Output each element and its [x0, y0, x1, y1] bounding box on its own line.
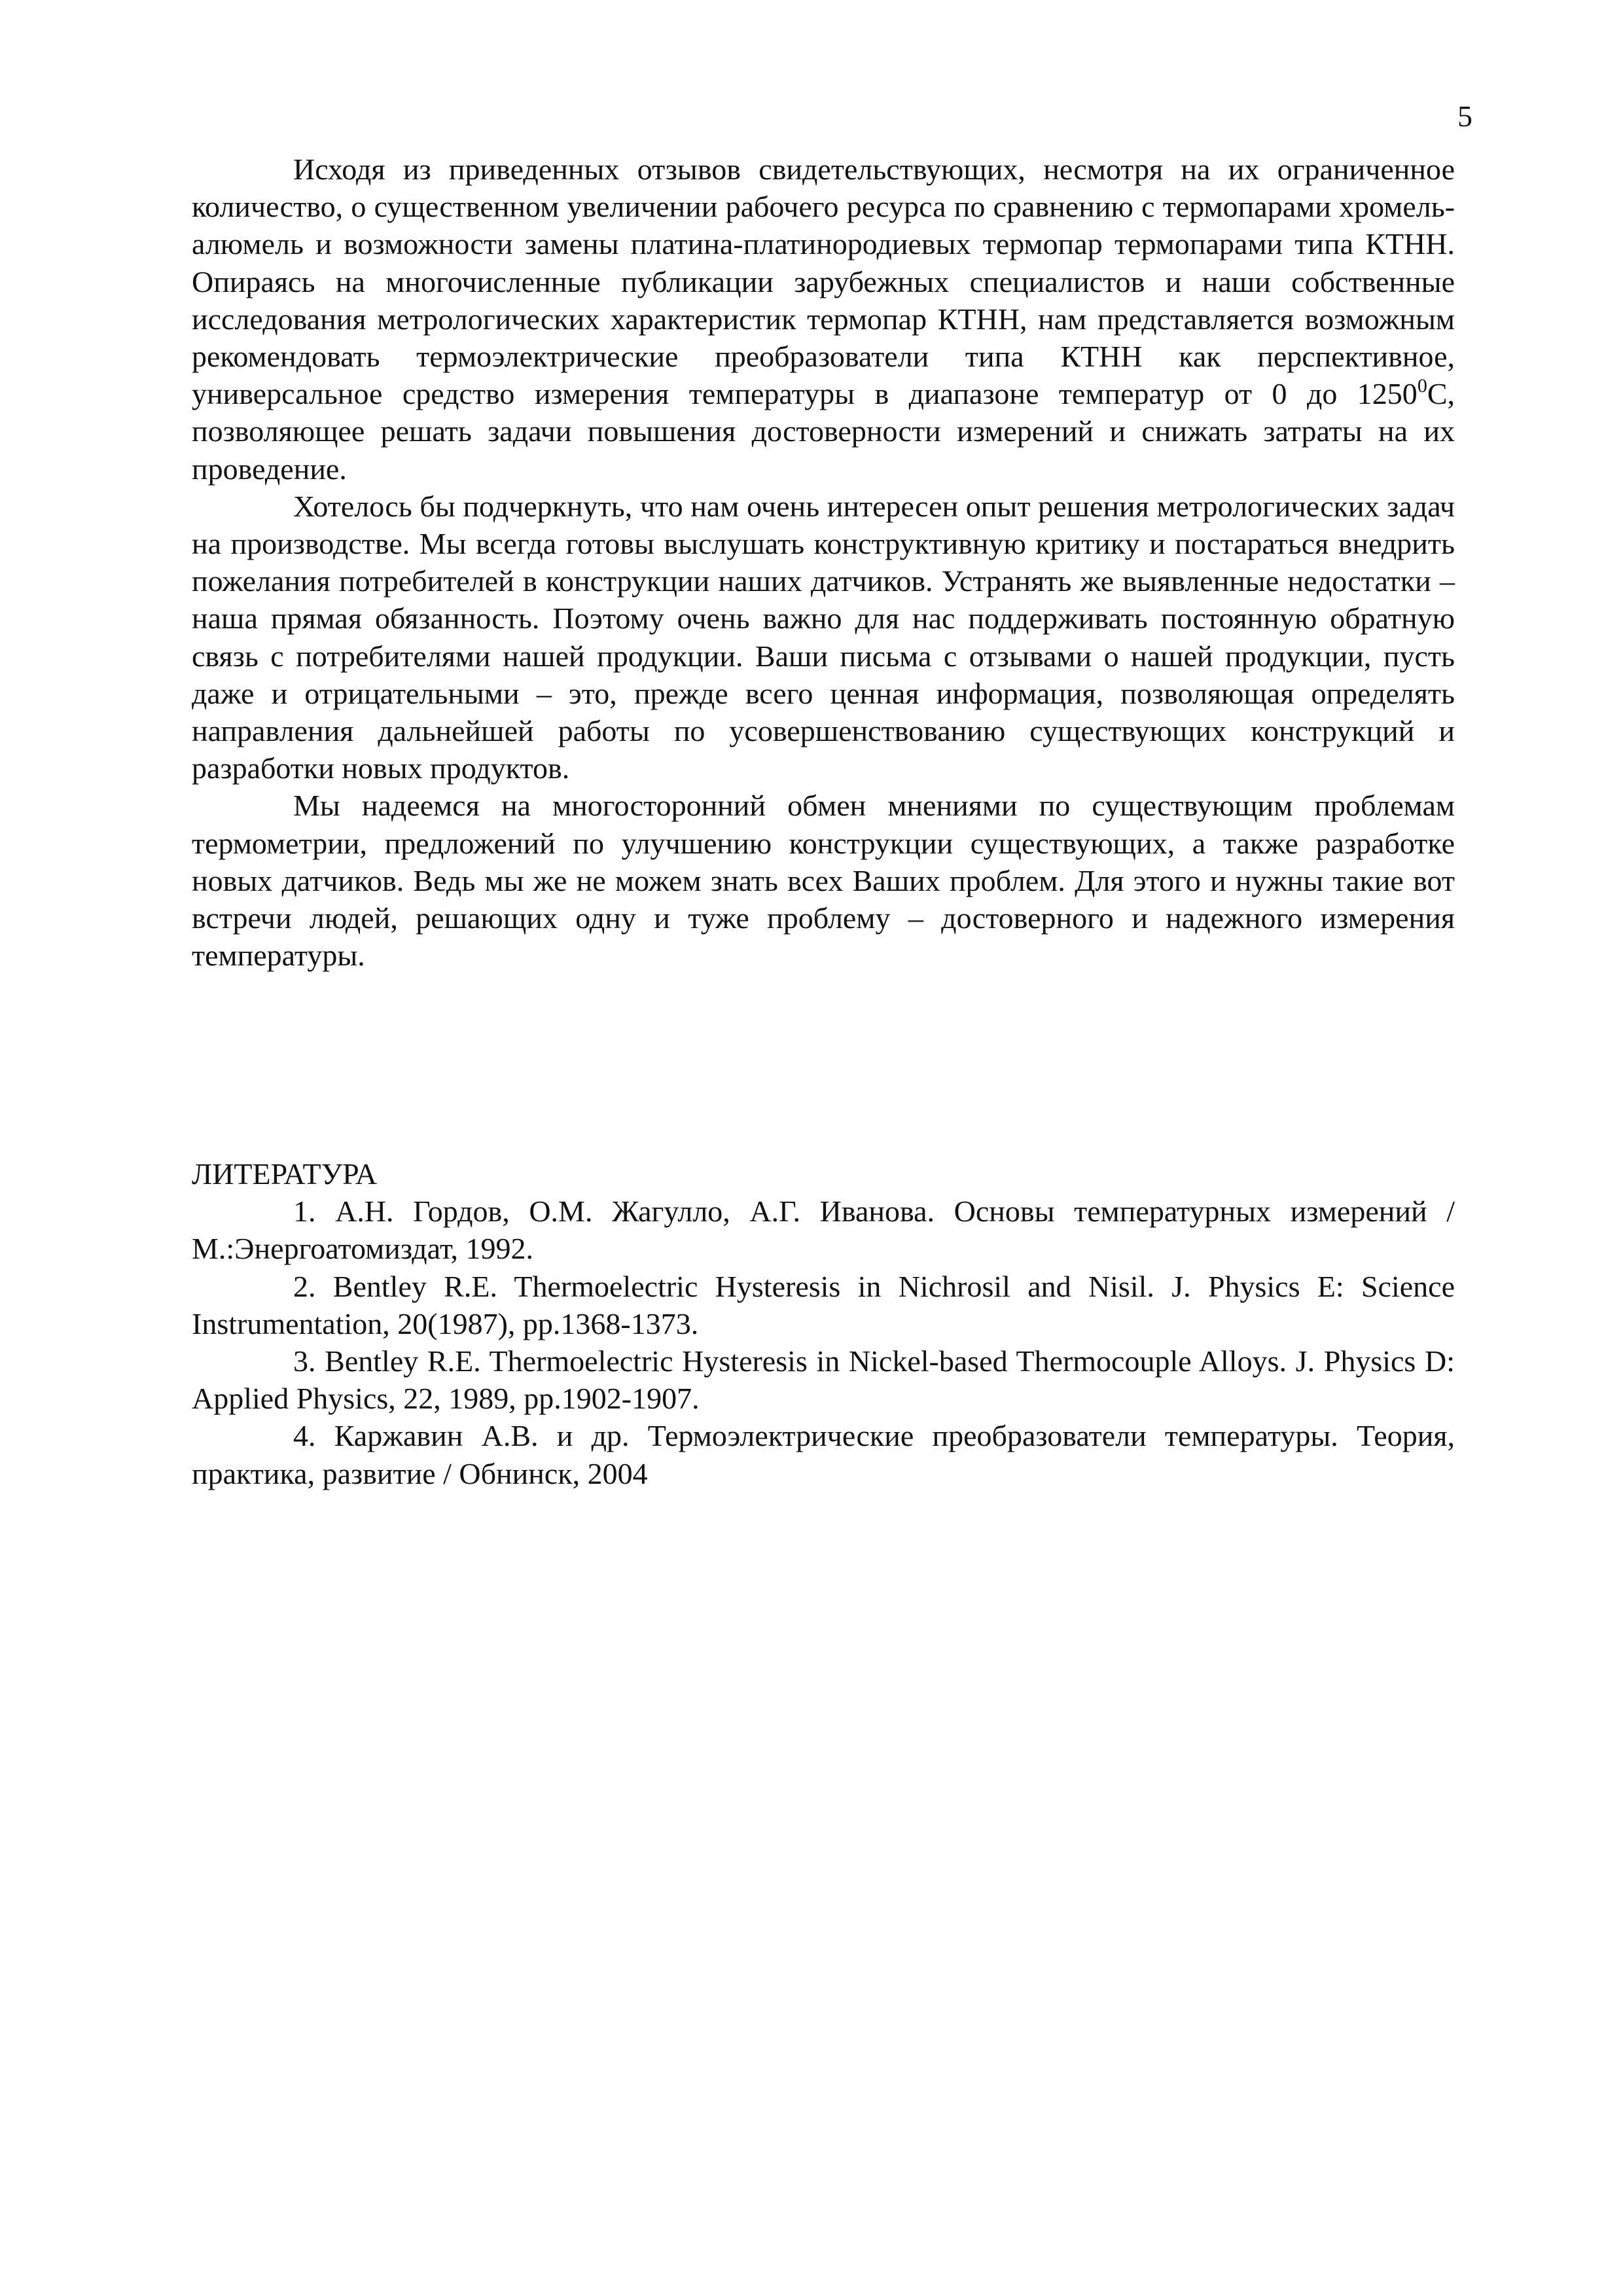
- reference-item: 3. Bentley R.E. Thermoelectric Hysteresis in Nickel-based Thermocouple Alloys. J. Physics D: Applied Physics, 22, 1989, pp.1902-1907.: [192, 1344, 1455, 1416]
- page-number: 5: [1457, 99, 1472, 133]
- paragraph-conclusion-text-end: С, позволяющее решать задачи повышения достоверности измерений и снижать затраты на их проведение.: [192, 377, 1455, 486]
- paragraph-conclusion-text: Исходя из приведенных отзывов свидетельствующих, несмотря на их ограниченное количество, о существенном увеличении рабочего ресурса по сравнению с термопарами хромель- алюмель и возможности замены платина-платинородиевых термопар термопарами типа КТНН. Опираясь на многочисленные публикации зарубежных специалистов и наши собственные исследования метрологических характеристик термопар КТНН, нам представляется возможным рекомендовать термоэлектрические преобразователи типа КТНН как перспективное, универсальное средство измерения температуры в диапазоне температур от 0 до 1250: [192, 152, 1455, 411]
- degree-superscript: 0: [1417, 374, 1427, 397]
- literature-section: [192, 1155, 1455, 1492]
- paragraph-exchange: Мы надеемся на многосторонний обмен мнениями по существующим проблемам термометрии, предложений по улучшению конструкции существующих, а также разработке новых датчиков. Ведь мы же не можем знать всех Ваших проблем. Для этого и нужны такие вот встречи людей, решающих одну и туже проблему – достоверного и надежного измерения температуры.: [192, 789, 1455, 973]
- paragraph-conclusion: [192, 151, 1455, 488]
- reference-item: 1. А.Н. Гордов, О.М. Жагулло, А.Г. Иванова. Основы температурных измерений / М.:Энергоатомиздат, 1992.: [192, 1194, 1455, 1266]
- literature-heading: ЛИТЕРАТУРА: [192, 1157, 378, 1191]
- reference-item: 2. Bentley R.E. Thermoelectric Hysteresis in Nichrosil and Nisil. J. Physics E: Science Instrumentation, 20(1987), pp.1368-1373.: [192, 1269, 1455, 1340]
- body-text: [192, 151, 1455, 974]
- paragraph-feedback: Хотелось бы подчеркнуть, что нам очень интересен опыт решения метрологических задач на производстве. Мы всегда готовы выслушать конструктивную критику и постараться внедрить пожелания потребителей в конструкции наших датчиков. Устранять же выявленные недостатки – наша прямая обязанность. Поэтому очень важно для нас поддерживать постоянную обратную связь с потребителями нашей продукции. Ваши письма с отзывами о нашей продукции, пусть даже и отрицательными – это, прежде всего ценная информация, позволяющая определять направления дальнейшей работы по усовершенствованию существующих конструкций и разработки новых продуктов.: [192, 489, 1455, 785]
- reference-item: 4. Каржавин А.В. и др. Термоэлектрические преобразователи температуры. Теория, практика, развитие / Обнинск, 2004: [192, 1419, 1455, 1490]
